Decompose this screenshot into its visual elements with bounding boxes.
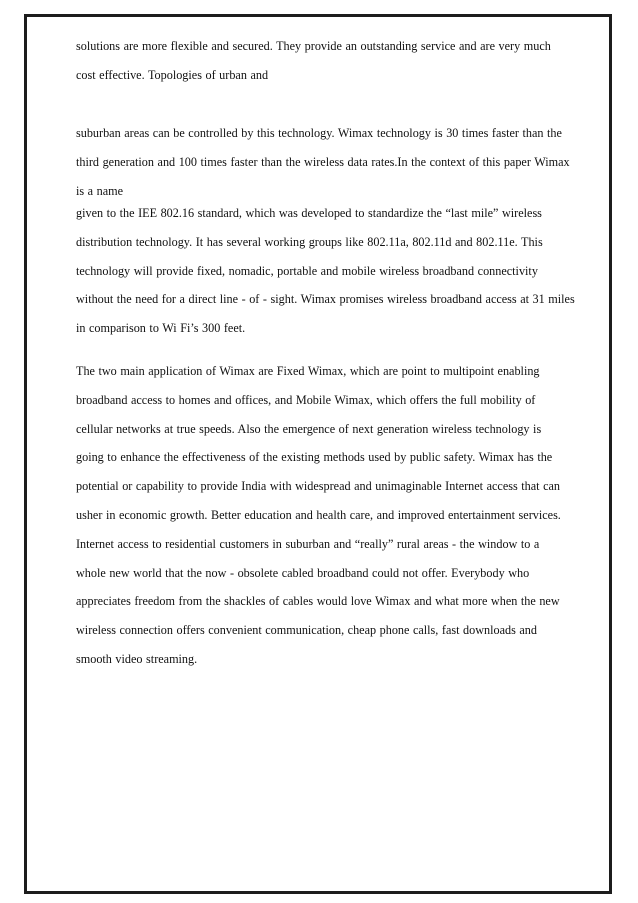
text-line: smooth video streaming. (76, 651, 198, 666)
text-line: suburban areas can be controlled by this technology. Wimax technology is 30 times faster than the (76, 126, 562, 140)
text-line: going to enhance the effectiveness of the existing methods used by public safety. Wimax has the (76, 450, 553, 465)
text-line: third generation and 100 times faster than the wireless data rates.In the context of this paper Wimax (76, 154, 570, 169)
text-line: in comparison to Wi Fi’s 300 feet. (76, 321, 246, 336)
text-line: cost effective. Topologies of urban and (76, 67, 269, 82)
text-line: appreciates freedom from the shackles of cables would love Wimax and what more when the new (76, 594, 560, 609)
text-line: potential or capability to provide India with widespread and unimaginable Internet access that can (76, 479, 561, 494)
text-line: cellular networks at true speeds. Also the emergence of next generation wireless technology is (76, 421, 542, 436)
text-line: usher in economic growth. Better education and health care, and improved entertainment services. (76, 507, 561, 522)
paragraph-2 (76, 119, 616, 199)
text-line: is a name (76, 183, 124, 198)
paragraph-3 (76, 199, 616, 336)
text-line: distribution technology. It has several working groups like 802.11a, 802.11d and 802.11e. This (76, 234, 543, 249)
text-line: without the need for a direct line - of - sight. Wimax promises wireless broadband access at 31 miles (76, 292, 575, 307)
text-line: solutions are more flexible and secured. They provide an outstanding service and are very much (76, 39, 551, 53)
paragraph-4 (76, 357, 616, 674)
text-line: wireless connection offers convenient communication, cheap phone calls, fast downloads and (76, 623, 537, 638)
text-line: whole new world that the now - obsolete cabled broadband could not offer. Everybody who (76, 565, 530, 580)
text-line: Internet access to residential customers in suburban and “really” rural areas - the window to a (76, 536, 540, 551)
paragraph-1 (76, 32, 616, 90)
text-line: broadband access to homes and offices, and Mobile Wimax, which offers the full mobility of (76, 392, 536, 407)
text-line: given to the IEE 802.16 standard, which was developed to standardize the “last mile” wireless (76, 206, 542, 220)
text-line: technology will provide fixed, nomadic, portable and mobile wireless broadband connectivity (76, 263, 538, 278)
text-line: The two main application of Wimax are Fixed Wimax, which are point to multipoint enabling (76, 364, 540, 378)
